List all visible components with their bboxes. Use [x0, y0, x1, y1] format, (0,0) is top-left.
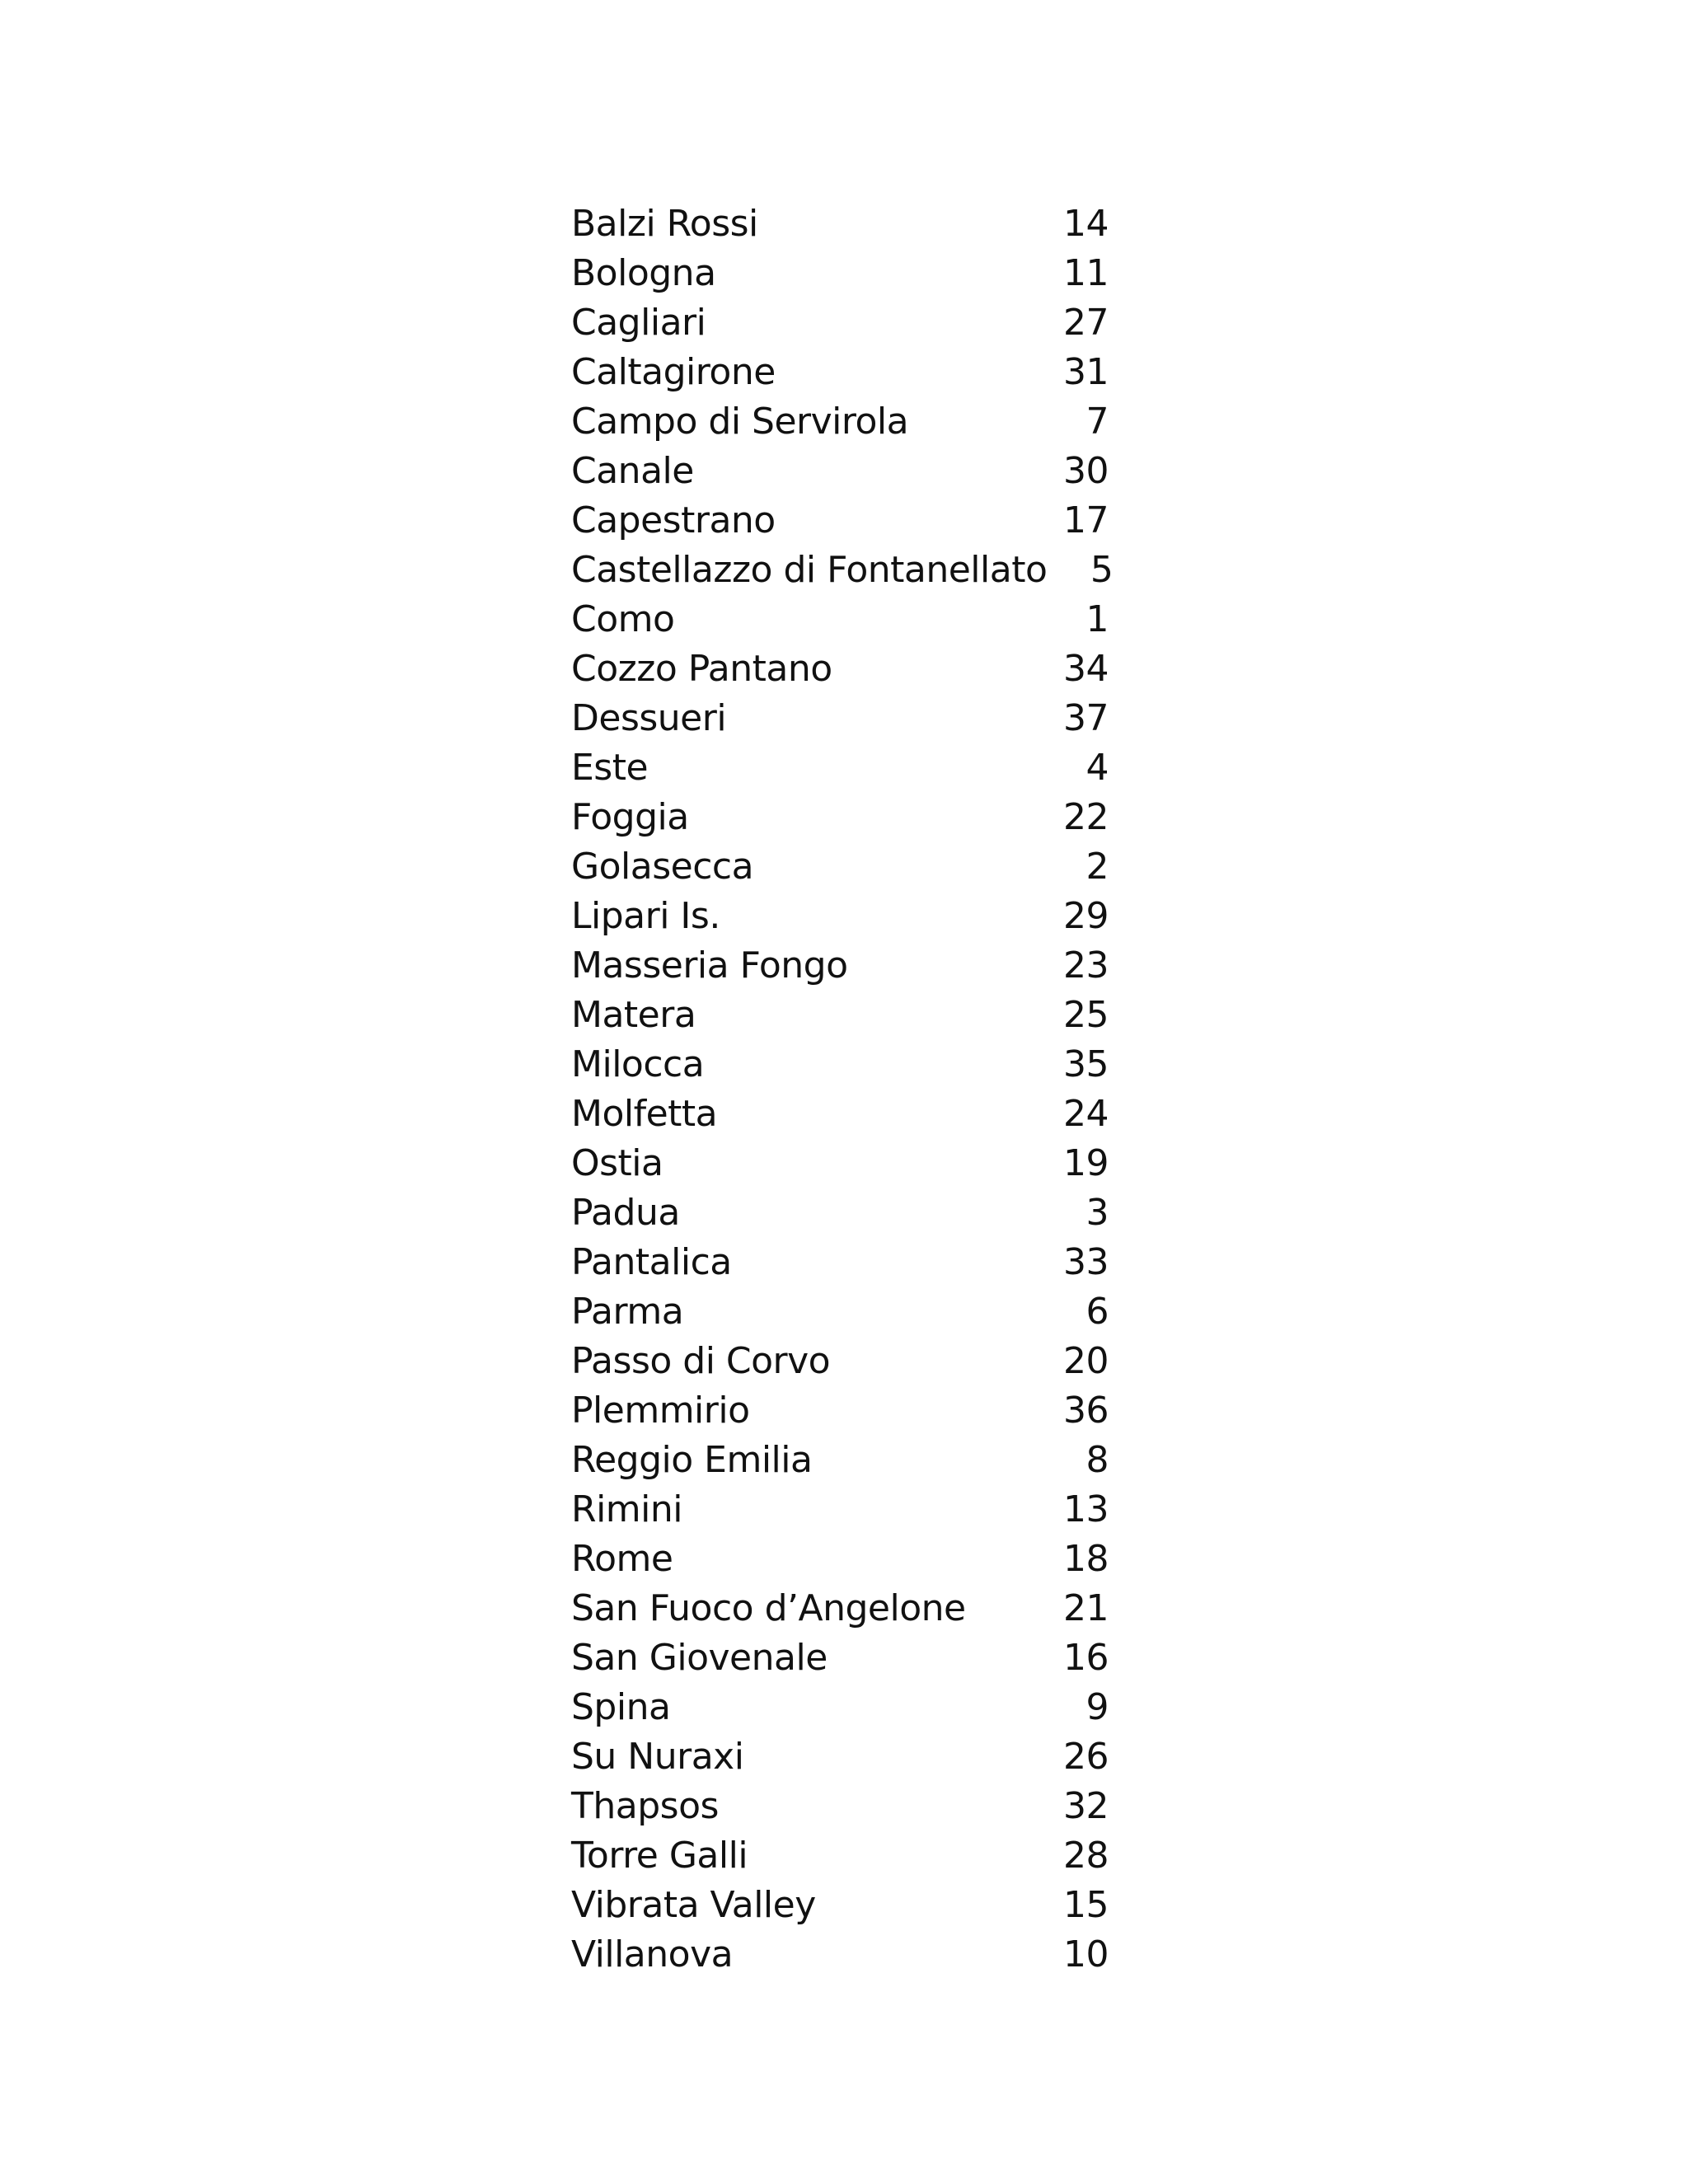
list-item: [571, 1683, 1109, 1732]
site-number: 1: [1085, 598, 1109, 640]
site-name: Passo di Corvo: [571, 1340, 831, 1382]
site-name: Como: [571, 598, 675, 640]
site-name: Pantalica: [571, 1241, 732, 1283]
list-item: [571, 1386, 1109, 1436]
site-number: 32: [1063, 1785, 1109, 1827]
site-name: Plemmirio: [571, 1390, 750, 1432]
site-number: 6: [1085, 1291, 1109, 1333]
site-name: Milocca: [571, 1043, 705, 1085]
list-item: [571, 694, 1109, 743]
site-name: Spina: [571, 1686, 671, 1728]
site-name: Cozzo Pantano: [571, 648, 832, 690]
site-number: 29: [1063, 895, 1109, 937]
site-number: 18: [1063, 1538, 1109, 1580]
site-number: 16: [1063, 1637, 1109, 1679]
list-item: [571, 595, 1109, 644]
site-name: Reggio Emilia: [571, 1439, 813, 1481]
site-name: Su Nuraxi: [571, 1736, 744, 1778]
site-number: 35: [1063, 1043, 1109, 1085]
site-number: 14: [1063, 203, 1109, 245]
list-item: [571, 1337, 1109, 1386]
site-number: 30: [1063, 450, 1109, 492]
site-number: 7: [1085, 401, 1109, 443]
site-name: Rome: [571, 1538, 673, 1580]
site-number: 28: [1063, 1835, 1109, 1877]
site-name: San Giovenale: [571, 1637, 828, 1679]
site-name: Castellazzo di Fontanellato: [571, 549, 1048, 591]
list-item: [571, 447, 1109, 496]
list-item: [571, 1238, 1109, 1287]
list-item: [571, 941, 1109, 991]
site-name: San Fuoco d’Angelone: [571, 1587, 966, 1629]
list-item: [571, 249, 1109, 298]
site-name: Villanova: [571, 1933, 734, 1975]
site-name: Rimini: [571, 1488, 682, 1530]
list-item: [571, 1930, 1109, 1980]
list-item: [571, 1139, 1109, 1188]
site-number: 2: [1085, 846, 1109, 888]
site-number: 13: [1063, 1488, 1109, 1530]
list-item: [571, 991, 1109, 1040]
site-number: 8: [1085, 1439, 1109, 1481]
list-item: [571, 1535, 1109, 1584]
site-number: 20: [1063, 1340, 1109, 1382]
list-item: [571, 1188, 1109, 1238]
list-item: [571, 496, 1109, 546]
site-number: 17: [1063, 499, 1109, 541]
site-name: Masseria Fongo: [571, 944, 848, 987]
site-number: 26: [1063, 1736, 1109, 1778]
site-name: Parma: [571, 1291, 684, 1333]
list-item: [571, 1090, 1109, 1139]
site-name: Canale: [571, 450, 694, 492]
site-name: Caltagirone: [571, 351, 776, 393]
site-number: 10: [1063, 1933, 1109, 1975]
site-number: 3: [1085, 1192, 1109, 1234]
site-number: 21: [1063, 1587, 1109, 1629]
list-item: [571, 644, 1109, 694]
list-item: [571, 1287, 1109, 1337]
site-name: Lipari Is.: [571, 895, 720, 937]
list-item: [571, 1436, 1109, 1485]
list-item: [571, 793, 1109, 842]
list-item: [571, 892, 1109, 941]
site-number: 33: [1063, 1241, 1109, 1283]
site-number: 34: [1063, 648, 1109, 690]
site-number: 9: [1085, 1686, 1109, 1728]
site-name: Este: [571, 747, 649, 789]
site-number: 15: [1063, 1884, 1109, 1926]
site-index-list: [571, 199, 1114, 1980]
list-item: [571, 1831, 1109, 1881]
site-number: 19: [1063, 1142, 1109, 1184]
site-number: 27: [1063, 302, 1109, 344]
list-item: [571, 298, 1109, 348]
site-number: 31: [1063, 351, 1109, 393]
site-name: Balzi Rossi: [571, 203, 758, 245]
site-number: 36: [1063, 1390, 1109, 1432]
site-name: Padua: [571, 1192, 680, 1234]
site-name: Bologna: [571, 252, 716, 294]
site-number: 22: [1063, 796, 1109, 838]
site-number: 5: [1090, 549, 1114, 591]
list-item: [571, 1881, 1109, 1930]
list-item: [571, 348, 1109, 397]
site-name: Capestrano: [571, 499, 776, 541]
list-item: [571, 1040, 1109, 1090]
site-number: 23: [1063, 944, 1109, 987]
list-item: [571, 1584, 1109, 1633]
list-item: [571, 1782, 1109, 1831]
list-item: [571, 743, 1109, 793]
list-item: [571, 842, 1109, 892]
list-item: [571, 1633, 1109, 1683]
site-number: 25: [1063, 994, 1109, 1036]
list-item: [571, 1732, 1109, 1782]
site-number: 37: [1063, 697, 1109, 739]
site-name: Ostia: [571, 1142, 663, 1184]
site-name: Molfetta: [571, 1093, 718, 1135]
site-name: Thapsos: [571, 1785, 719, 1827]
site-name: Torre Galli: [571, 1835, 748, 1877]
site-number: 24: [1063, 1093, 1109, 1135]
list-item: [571, 546, 1114, 595]
site-name: Golasecca: [571, 846, 754, 888]
site-number: 11: [1063, 252, 1109, 294]
list-item: [571, 397, 1109, 447]
site-name: Matera: [571, 994, 696, 1036]
site-name: Dessueri: [571, 697, 727, 739]
list-item: [571, 1485, 1109, 1535]
site-name: Vibrata Valley: [571, 1884, 816, 1926]
site-name: Foggia: [571, 796, 689, 838]
site-name: Cagliari: [571, 302, 706, 344]
list-item: [571, 199, 1109, 249]
site-number: 4: [1085, 747, 1109, 789]
site-name: Campo di Servirola: [571, 401, 909, 443]
